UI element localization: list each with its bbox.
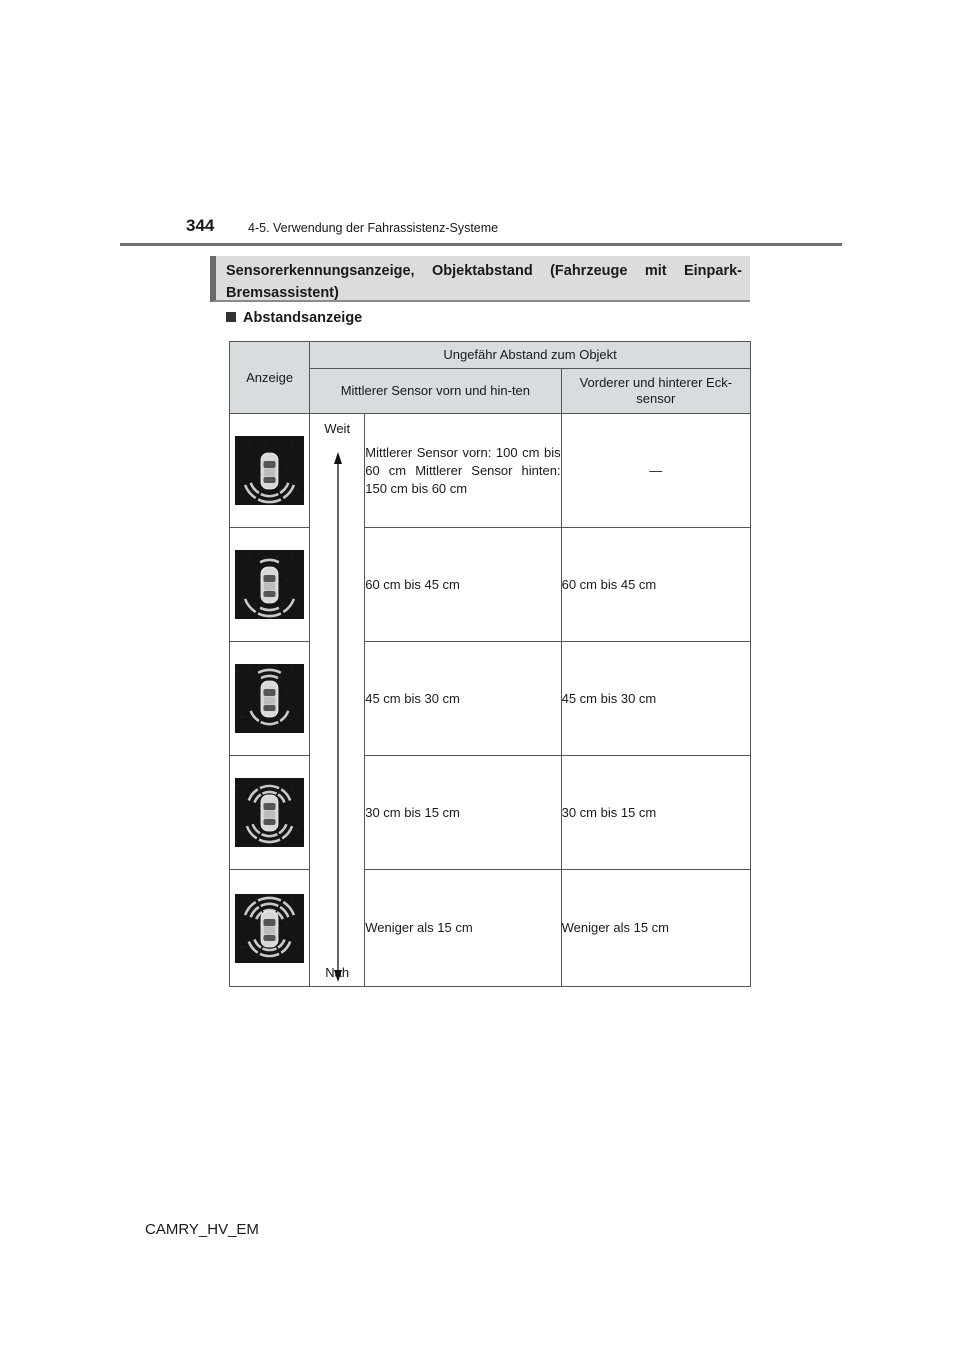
display-cell	[230, 870, 310, 987]
center-distance: Weniger als 15 cm	[365, 870, 561, 987]
corner-distance: 60 cm bis 45 cm	[561, 528, 750, 642]
arrow-label-far: Weit	[324, 421, 351, 436]
header-rule	[120, 243, 842, 246]
corner-distance: Weniger als 15 cm	[561, 870, 750, 987]
subheading-text: Abstandsanzeige	[243, 310, 363, 326]
sensor-display-icon	[235, 778, 304, 847]
sensor-display-icon	[235, 550, 304, 619]
sensor-display-icon	[235, 664, 304, 733]
double-arrow-icon	[330, 452, 346, 982]
corner-distance: —	[561, 414, 750, 528]
table-row	[230, 642, 751, 756]
corner-distance: 30 cm bis 15 cm	[561, 756, 750, 870]
arrow-label-near: Nah	[325, 965, 350, 980]
sensor-display-icon	[235, 894, 304, 963]
page-number: 344	[186, 216, 215, 235]
header-distance-group: Ungefähr Abstand zum Objekt	[310, 342, 751, 369]
chapter-title: 4-5. Verwendung der Fahrassistenz-Systeme	[248, 221, 499, 235]
subheading	[226, 310, 362, 326]
display-cell	[230, 528, 310, 642]
section-heading: Sensorerkennungsanzeige, Objektabstand (Fahrzeuge mit Einpark-Bremsassistent)	[210, 256, 750, 302]
table-row	[230, 756, 751, 870]
center-distance: 60 cm bis 45 cm	[365, 528, 561, 642]
distance-table	[229, 341, 751, 987]
square-bullet-icon	[226, 312, 236, 322]
display-cell	[230, 642, 310, 756]
display-cell	[230, 414, 310, 528]
table-row	[230, 528, 751, 642]
center-distance: 45 cm bis 30 cm	[365, 642, 561, 756]
center-distance: Mittlerer Sensor vorn: 100 cm bis 60 cm Mittlerer Sensor hinten: 150 cm bis 60 cm	[365, 414, 561, 528]
distance-arrow-cell	[310, 414, 365, 987]
corner-distance: 45 cm bis 30 cm	[561, 642, 750, 756]
header-display: Anzeige	[230, 342, 310, 414]
header-center-sensor: Mittlerer Sensor vorn und hin-ten	[310, 369, 561, 414]
header-corner-sensor: Vorderer und hinterer Eck-sensor	[561, 369, 750, 414]
display-cell	[230, 756, 310, 870]
center-distance: 30 cm bis 15 cm	[365, 756, 561, 870]
sensor-display-icon	[235, 436, 304, 505]
table-row	[230, 870, 751, 987]
table-row	[230, 414, 751, 528]
footer-code: CAMRY_HV_EM	[145, 1221, 259, 1238]
